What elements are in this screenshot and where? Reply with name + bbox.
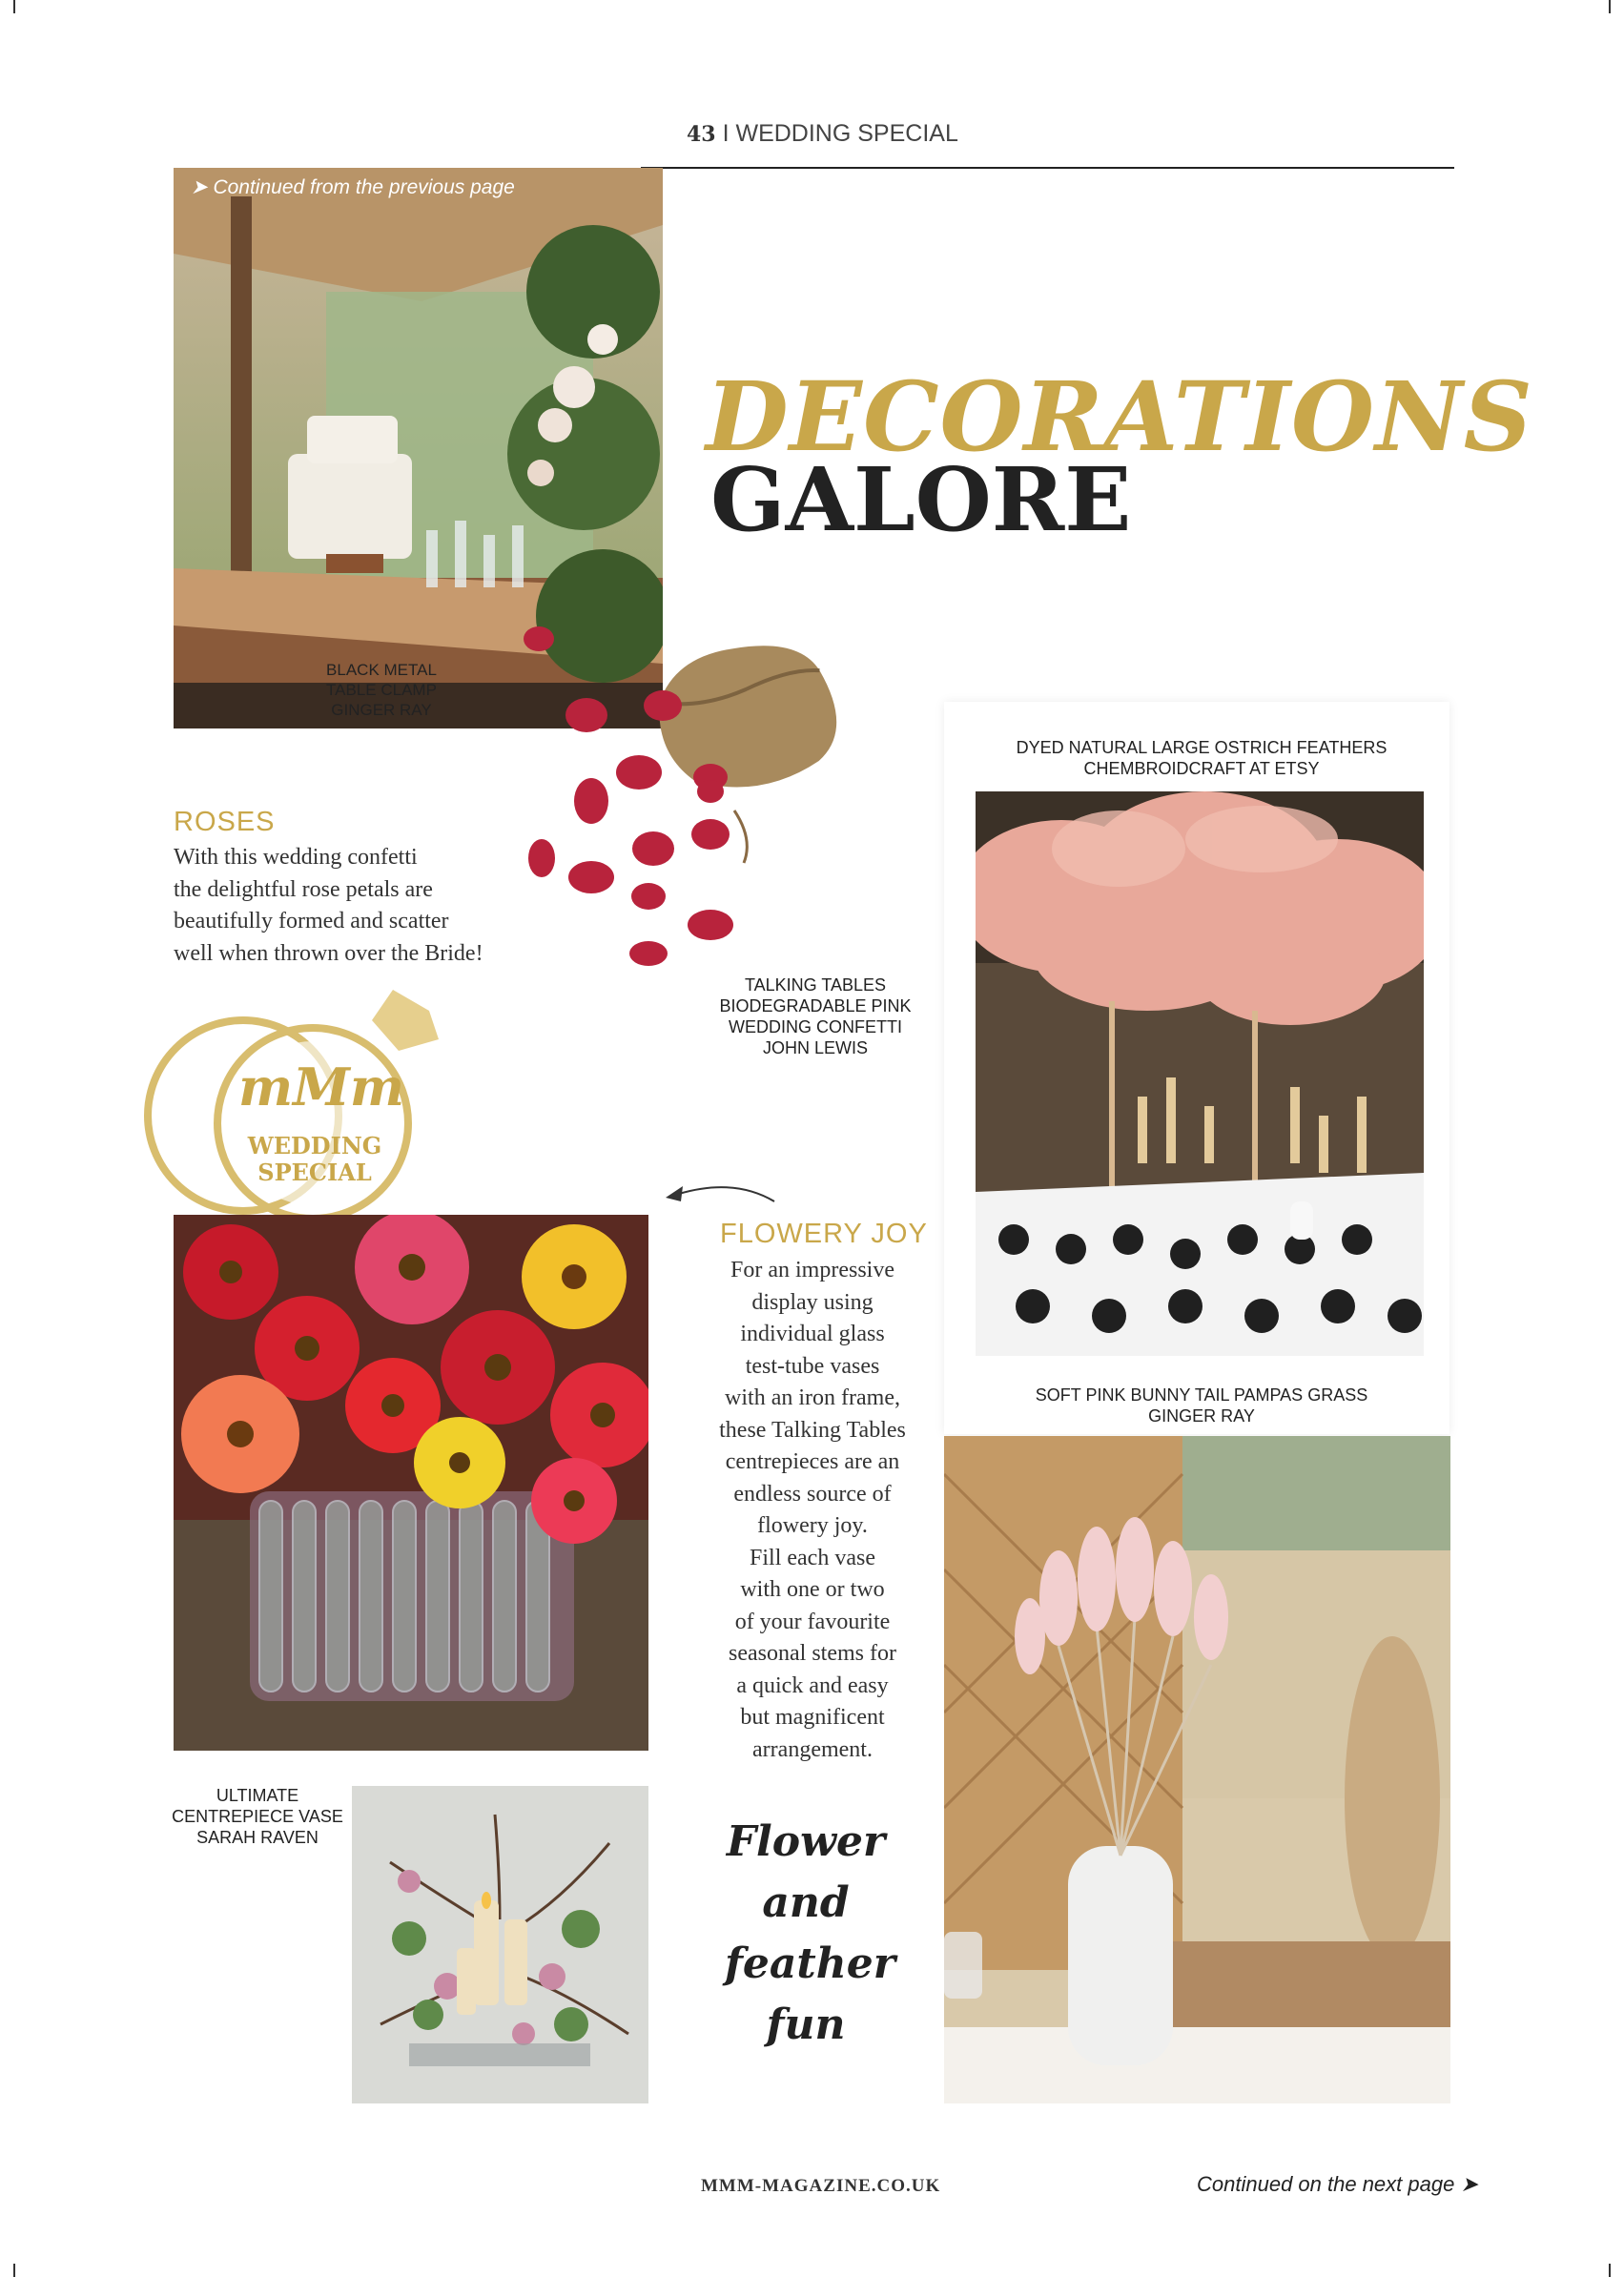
arrow-right-icon: ➤ <box>191 176 208 198</box>
crop-mark <box>13 2264 15 2277</box>
crop-mark <box>1609 0 1611 13</box>
crop-mark <box>13 0 15 13</box>
badge-text: WEDDING SPECIAL <box>247 1132 382 1186</box>
continued-next-note: Continued on the next page ➤ <box>1197 2172 1478 2196</box>
caption-confetti: TALKING TABLES BIODEGRADABLE PINK WEDDING CONFETTI JOHN LEWIS <box>719 975 912 1057</box>
script-flower-and-feather-fun: Flower and feather fun <box>725 1817 895 2049</box>
caption-pampas: SOFT PINK BUNNY TAIL PAMPAS GRASS GINGER RAY <box>1035 1385 1368 1426</box>
curved-arrow-icon <box>658 1173 782 1221</box>
roses-body: With this wedding confetti the delightful rose petals are beautifully formed and scatter well when thrown over the Bride! <box>174 845 483 966</box>
confetti-bag-image <box>515 610 896 973</box>
continued-from-note: ➤ Continued from the previous page <box>191 176 515 198</box>
centrepiece-vase-photo <box>352 1786 648 2103</box>
page-number: 43 <box>687 122 716 147</box>
title-line-2: GALORE <box>710 448 1132 551</box>
title-line-1: DECORATIONS <box>706 360 1533 473</box>
caption-feathers: DYED NATURAL LARGE OSTRICH FEATHERS CHEMBROIDCRAFT AT ETSY <box>1016 738 1388 778</box>
page-header <box>687 120 1068 153</box>
header-section: WEDDING SPECIAL <box>735 120 958 147</box>
flowery-joy-heading: FLOWERY JOY <box>720 1219 928 1249</box>
caption-cake-table: BLACK METAL TABLE CLAMP GINGER RAY <box>326 661 437 719</box>
caption-vase: ULTIMATE CENTREPIECE VASE SARAH RAVEN <box>172 1786 343 1847</box>
flowery-joy-body: For an impressive display using individual glass test-tube vases with an iron frame, these Talking Tables centrepieces are an endless source of flowery joy. Fill each vase with one or two of your favourite seasonal stems for a quick and easy but magnificent arrangement. <box>719 1258 906 1762</box>
crop-mark <box>1609 2264 1611 2277</box>
badge-logo: mMm <box>238 1056 405 1118</box>
ostrich-feathers-photo <box>976 791 1424 1356</box>
header-rule <box>641 167 1454 169</box>
roses-heading: ROSES <box>174 807 276 837</box>
footer-url: MMM-MAGAZINE.CO.UK <box>701 2176 941 2196</box>
dahlia-centrepiece-photo <box>174 1215 648 1751</box>
pampas-grass-photo <box>944 1436 1450 2103</box>
header-separator: I <box>722 120 730 147</box>
